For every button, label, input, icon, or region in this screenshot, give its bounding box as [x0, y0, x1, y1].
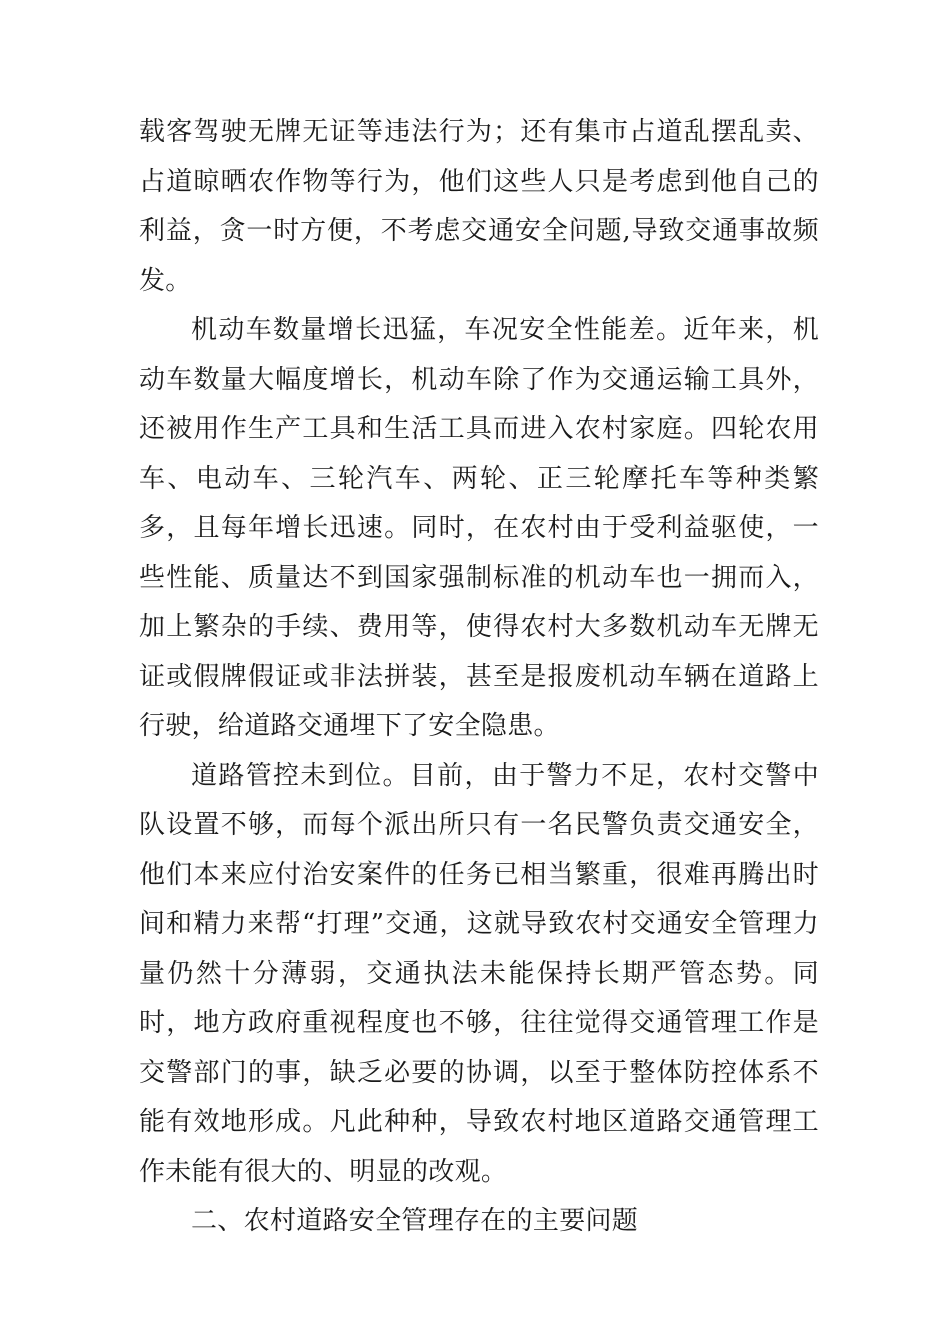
document-body	[139, 108, 819, 1247]
section-heading: 二、农村道路安全管理存在的主要问题	[191, 1206, 639, 1236]
paragraph-continuation: 载客驾驶无牌无证等违法行为；还有集市占道乱摆乱卖、占道晾晒农作物等行为，他们这些人只是考虑到他自己的利益，贪一时方便，不考虑交通安全问题,导致交通事故频发。	[139, 117, 819, 296]
paragraph-vehicle-growth: 机动车数量增长迅猛，车况安全性能差。近年来，机动车数量大幅度增长，机动车除了作为交通运输工具外，还被用作生产工具和生活工具而进入农村家庭。四轮农用车、电动车、三轮汽车、两轮、正三轮摩托车等种类繁多，且每年增长迅速。同时，在农村由于受利益驱使，一些性能、质量达不到国家强制标准的机动车也一拥而入，加上繁杂的手续、费用等，使得农村大多数机动车无牌无证或假牌假证或非法拼装，甚至是报废机动车辆在道路上行驶，给道路交通埋下了安全隐患。	[139, 315, 819, 741]
paragraph-road-control: 道路管控未到位。目前，由于警力不足，农村交警中队设置不够，而每个派出所只有一名民警负责交通安全，他们本来应付治安案件的任务已相当繁重，很难再腾出时间和精力来帮“打理”交通，这就导致农村交通安全管理力量仍然十分薄弱，交通执法未能保持长期严管态势。同时，地方政府重视程度也不够，往往觉得交通管理工作是交警部门的事，缺乏必要的协调，以至于整体防控体系不能有效地形成。凡此种种，导致农村地区道路交通管理工作未能有很大的、明显的改观。	[139, 760, 819, 1187]
